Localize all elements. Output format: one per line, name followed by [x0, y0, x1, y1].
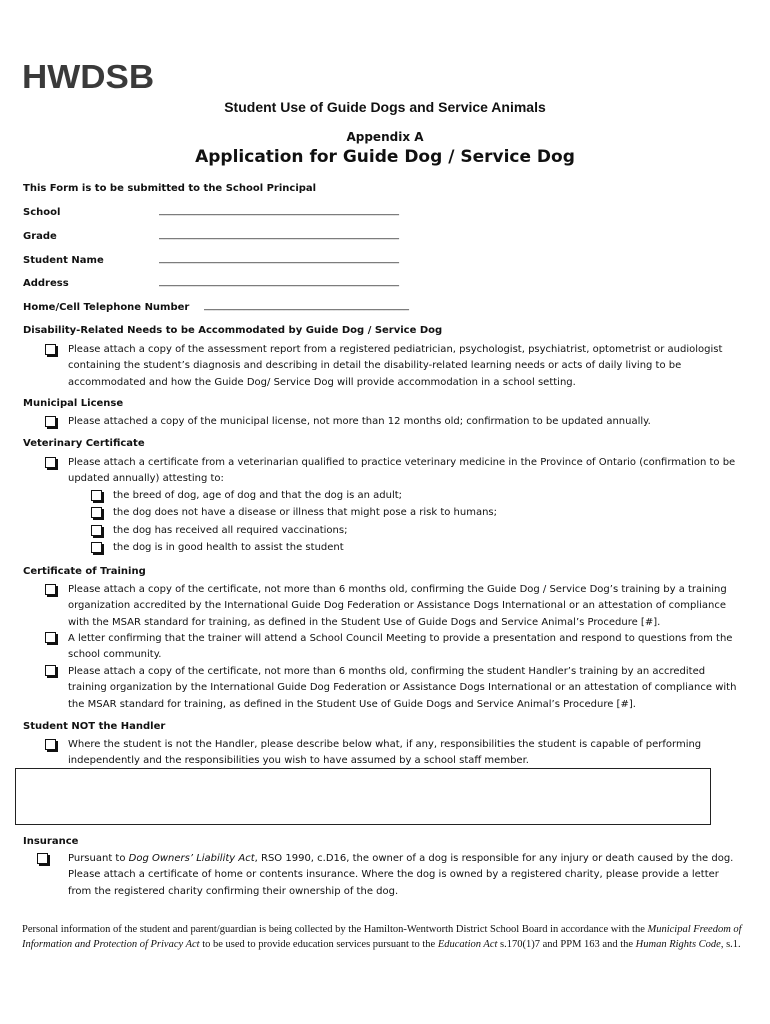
school-field[interactable]: ________________________________________________ [159, 205, 399, 216]
student-name-field[interactable]: ________________________________________________ [159, 253, 399, 264]
disability-heading: Disability-Related Needs to be Accommodated by Guide Dog / Service Dog [23, 325, 443, 336]
vet-checkbox[interactable] [45, 457, 56, 468]
document-title: Student Use of Guide Dogs and Service Animals [224, 99, 546, 115]
insurance-heading: Insurance [23, 836, 79, 847]
handler-description-box[interactable] [15, 768, 711, 825]
handler-item: Where the student is not the Handler, please describe below what, if any, responsibilities the student is capable of performing independently and the responsibilities you wish to have assumed by a school staff member. [68, 739, 702, 767]
vet-subitem-3: the dog has received all required vaccinations; [113, 525, 348, 536]
application-title: Application for Guide Dog / Service Dog [195, 147, 575, 167]
license-item: Please attached a copy of the municipal license, not more than 12 months old; confirmation to be updated annually. [68, 416, 651, 427]
insurance-post: , RSO 1990, c.D16, the owner of a dog is responsible for any injury or death caused by the dog. Please attach a certificate of home or contents insurance. Where the dog is owned by a registered charity, please provide a letter from the registered charity confirming their ownership of the dog. [68, 853, 734, 897]
education-act-name: Education Act [437, 939, 498, 950]
license-heading: Municipal License [23, 398, 124, 409]
grade-field[interactable]: ________________________________________________ [159, 229, 399, 240]
student-name-label: Student Name [23, 255, 104, 266]
vet-sub-checkbox-3[interactable] [91, 525, 102, 536]
training-checkbox-1[interactable] [45, 584, 56, 595]
insurance-item [68, 851, 744, 900]
training-item-3: Please attach a copy of the certificate, not more than 6 months old, confirming the student Handler’s training by an accredited training organization by the International Guide Dog Federation or Assistance Dogs International or an attestation of compliance with the MSAR standard for training, as defined in the Student Use of Guide Dogs and Service Animal’s Procedure [#]. [68, 666, 737, 710]
vet-sub-checkbox-1[interactable] [91, 490, 102, 501]
disability-checkbox[interactable] [45, 344, 56, 355]
insurance-checkbox[interactable] [37, 853, 48, 864]
privacy-text-2: to be used to provide education services pursuant to the [199, 939, 438, 950]
license-checkbox[interactable] [45, 416, 56, 427]
training-heading: Certificate of Training [23, 566, 146, 577]
vet-heading: Veterinary Certificate [23, 438, 145, 449]
vet-subitem-1: the breed of dog, age of dog and that the dog is an adult; [113, 490, 403, 501]
vet-subitem-2: the dog does not have a disease or illness that might pose a risk to humans; [113, 507, 498, 518]
training-checkbox-3[interactable] [45, 665, 56, 676]
handler-heading: Student NOT the Handler [23, 721, 166, 732]
handler-checkbox[interactable] [45, 739, 56, 750]
form-intro: This Form is to be submitted to the School Principal [23, 183, 317, 194]
privacy-notice [22, 922, 748, 952]
human-rights-code-name: Human Rights Code [635, 939, 721, 950]
vet-sub-checkbox-4[interactable] [91, 542, 102, 553]
insurance-act-name: Dog Owners’ Liability Act [128, 853, 255, 864]
telephone-field[interactable]: _________________________________________ [204, 300, 409, 311]
telephone-label: Home/Cell Telephone Number [23, 302, 190, 313]
privacy-text-3: s.170(1)7 and PPM 163 and the [497, 939, 636, 950]
vet-subitem-4: the dog is in good health to assist the student [113, 542, 344, 553]
address-field[interactable]: ________________________________________________ [159, 276, 399, 287]
vet-sub-checkbox-2[interactable] [91, 507, 102, 518]
privacy-text-4: , s.1. [720, 939, 741, 950]
insurance-pre: Pursuant to [68, 853, 129, 864]
grade-label: Grade [23, 231, 57, 242]
training-checkbox-2[interactable] [45, 632, 56, 643]
privacy-text-1: Personal information of the student and parent/guardian is being collected by the Hamilton-Wentworth District School Board in accordance with the [22, 924, 648, 935]
training-item-2: A letter confirming that the trainer will attend a School Council Meeting to provide a presentation and respond to questions from the school community. [68, 633, 733, 661]
vet-item: Please attach a certificate from a veterinarian qualified to practice veterinary medicine in the Province of Ontario (confirmation to be updated annually) attesting to: [68, 457, 736, 485]
hwdsb-logo: HWDSB [22, 58, 155, 95]
appendix-label: Appendix A [346, 130, 424, 144]
address-label: Address [23, 278, 69, 289]
disability-item: Please attach a copy of the assessment report from a registered pediatrician, psychologist, psychiatrist, optometrist or audiologist containing the student’s diagnosis and describing in detail the disability-related learning needs or acts of daily living to be accommodated and how the Guide Dog/ Service Dog will provide accommodation in a school setting. [68, 344, 723, 388]
privacy-act-name: Municipal Freedom of Information and Protection of Privacy Act [22, 924, 742, 950]
school-label: School [23, 207, 61, 218]
training-item-1: Please attach a copy of the certificate, not more than 6 months old, confirming the Guide Dog / Service Dog’s training by a training organization accredited by the International Guide Dog Federation or Assistance Dogs International or an attestation of compliance with the MSAR standard for training, as defined in the Student Use of Guide Dogs and Service Animal’s Procedure [#]. [68, 584, 727, 628]
